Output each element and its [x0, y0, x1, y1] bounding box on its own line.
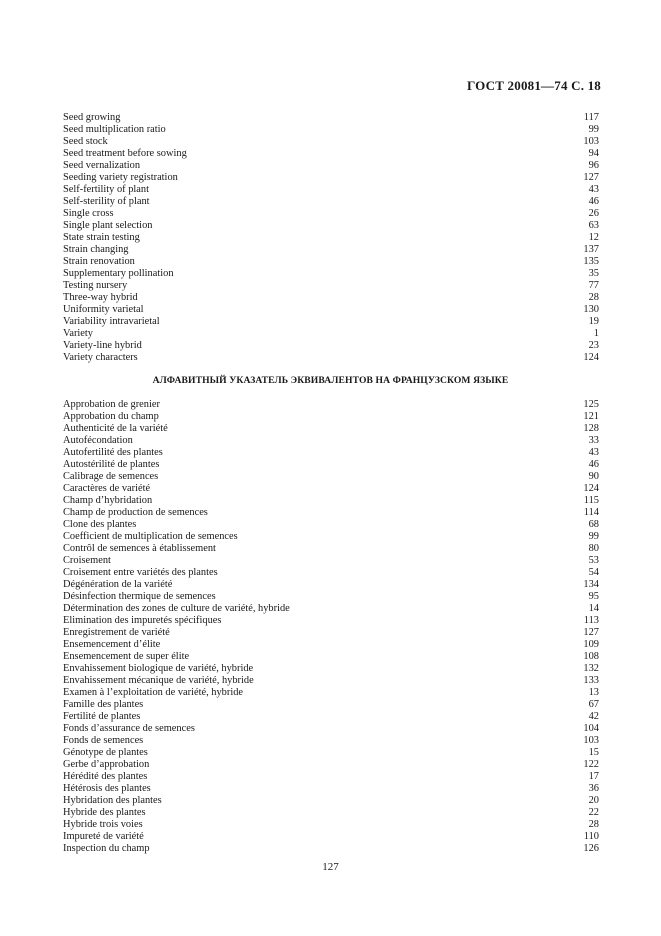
index-entry: [63, 831, 599, 843]
index-entry: [63, 483, 599, 495]
index-number: 68: [588, 519, 599, 530]
index-entry: [63, 196, 599, 208]
index-entry: [63, 579, 599, 591]
index-term: Self-fertility of plant: [63, 184, 149, 195]
index-term: Single cross: [63, 208, 114, 219]
index-number: 67: [588, 699, 599, 710]
index-entry: [63, 543, 599, 555]
index-entry: [63, 807, 599, 819]
index-number: 15: [588, 747, 599, 758]
index-entry: [63, 567, 599, 579]
index-term: Elimination des impuretés spécifiques: [63, 615, 222, 626]
index-number: 114: [583, 507, 599, 518]
french-index-list: [63, 399, 599, 855]
index-number: 53: [588, 555, 599, 566]
index-entry: [63, 148, 599, 160]
index-entry: [63, 507, 599, 519]
index-entry: [63, 555, 599, 567]
index-term: Impureté de variété: [63, 831, 144, 842]
index-number: 77: [588, 280, 599, 291]
index-term: Seeding variety registration: [63, 172, 178, 183]
index-number: 121: [583, 411, 599, 422]
index-number: 104: [583, 723, 599, 734]
index-entry: [63, 411, 599, 423]
english-index-list: [63, 112, 599, 364]
index-entry: [63, 651, 599, 663]
french-section-heading: АЛФАВИТНЫЙ УКАЗАТЕЛЬ ЭКВИВАЛЕНТОВ НА ФРАНЦУЗСКОМ ЯЗЫКЕ: [152, 375, 509, 386]
index-term: Ensemencement d’élite: [63, 639, 161, 650]
index-term: Génotype de plantes: [63, 747, 148, 758]
index-entry: [63, 328, 599, 340]
index-entry: [63, 268, 599, 280]
index-number: 13: [588, 687, 599, 698]
index-term: Inspection du champ: [63, 843, 150, 854]
index-number: 26: [588, 208, 599, 219]
index-number: 127: [583, 172, 599, 183]
index-number: 46: [588, 459, 599, 470]
index-entry: [63, 603, 599, 615]
index-term: Coefficient de multiplication de semences: [63, 531, 238, 542]
index-term: Dégénération de la variété: [63, 579, 173, 590]
index-term: Fertilité de plantes: [63, 711, 141, 722]
index-number: 117: [583, 112, 599, 123]
index-term: Calibrage de semences: [63, 471, 159, 482]
index-number: 19: [588, 316, 599, 327]
index-term: Variability intravarietal: [63, 316, 160, 327]
index-number: 12: [588, 232, 599, 243]
index-number: 42: [588, 711, 599, 722]
index-term: Strain changing: [63, 244, 129, 255]
index-number: 43: [588, 184, 599, 195]
index-term: Examen à l’exploitation de variété, hybride: [63, 687, 244, 698]
index-entry: [63, 316, 599, 328]
index-entry: [63, 495, 599, 507]
index-number: 99: [588, 124, 599, 135]
index-number: 23: [588, 340, 599, 351]
index-number: 127: [583, 627, 599, 638]
index-entry: [63, 340, 599, 352]
index-entry: [63, 447, 599, 459]
index-entry: [63, 112, 599, 124]
index-entry: [63, 747, 599, 759]
index-term: Champ d’hybridation: [63, 495, 153, 506]
index-number: 108: [583, 651, 599, 662]
index-number: 126: [583, 843, 599, 854]
index-number: 113: [583, 615, 599, 626]
index-term: Seed treatment before sowing: [63, 148, 187, 159]
index-number: 1: [593, 328, 599, 339]
index-number: 134: [583, 579, 599, 590]
index-entry: [63, 531, 599, 543]
index-term: State strain testing: [63, 232, 140, 243]
index-term: Three-way hybrid: [63, 292, 138, 303]
index-term: Contrôl de semences à établissement: [63, 543, 216, 554]
index-term: Self-sterility of plant: [63, 196, 150, 207]
index-number: 128: [583, 423, 599, 434]
index-entry: [63, 423, 599, 435]
index-term: Fonds de semences: [63, 735, 144, 746]
index-number: 80: [588, 543, 599, 554]
index-number: 135: [583, 256, 599, 267]
index-entry: [63, 723, 599, 735]
index-term: Variety-line hybrid: [63, 340, 142, 351]
index-entry: [63, 124, 599, 136]
index-number: 109: [583, 639, 599, 650]
index-number: 130: [583, 304, 599, 315]
index-term: Champ de production de semences: [63, 507, 208, 518]
index-number: 115: [583, 495, 599, 506]
index-term: Seed stock: [63, 136, 108, 147]
index-term: Fonds d’assurance de semences: [63, 723, 195, 734]
index-entry: [63, 795, 599, 807]
index-term: Désinfection thermique de semences: [63, 591, 216, 602]
index-term: Hybride des plantes: [63, 807, 146, 818]
index-entry: [63, 711, 599, 723]
index-number: 90: [588, 471, 599, 482]
index-term: Autostérilité de plantes: [63, 459, 160, 470]
index-entry: [63, 627, 599, 639]
index-number: 132: [583, 663, 599, 674]
index-number: 22: [588, 807, 599, 818]
index-number: 94: [588, 148, 599, 159]
index-number: 124: [583, 352, 599, 363]
index-entry: [63, 232, 599, 244]
index-term: Croisement: [63, 555, 111, 566]
index-term: Hérédité des plantes: [63, 771, 148, 782]
index-entry: [63, 160, 599, 172]
index-number: 63: [588, 220, 599, 231]
index-entry: [63, 184, 599, 196]
index-number: 96: [588, 160, 599, 171]
index-entry: [63, 292, 599, 304]
index-number: 20: [588, 795, 599, 806]
index-number: 133: [583, 675, 599, 686]
index-entry: [63, 280, 599, 292]
index-entry: [63, 304, 599, 316]
index-term: Strain renovation: [63, 256, 135, 267]
index-entry: [63, 208, 599, 220]
index-term: Détermination des zones de culture de variété, hybride: [63, 603, 290, 614]
index-entry: [63, 435, 599, 447]
index-entry: [63, 136, 599, 148]
index-entry: [63, 639, 599, 651]
index-term: Croisement entre variétés des plantes: [63, 567, 218, 578]
index-entry: [63, 352, 599, 364]
index-number: 99: [588, 531, 599, 542]
index-entry: [63, 399, 599, 411]
index-term: Clone des plantes: [63, 519, 137, 530]
index-term: Authenticité de la variété: [63, 423, 168, 434]
index-entry: [63, 771, 599, 783]
index-term: Uniformity varietal: [63, 304, 144, 315]
index-entry: [63, 759, 599, 771]
index-entry: [63, 459, 599, 471]
index-term: Hétérosis des plantes: [63, 783, 151, 794]
index-number: 137: [583, 244, 599, 255]
index-term: Ensemencement de super élite: [63, 651, 190, 662]
index-entry: [63, 519, 599, 531]
index-term: Testing nursery: [63, 280, 128, 291]
index-term: Approbation de grenier: [63, 399, 160, 410]
index-number: 95: [588, 591, 599, 602]
index-number: 110: [583, 831, 599, 842]
index-number: 46: [588, 196, 599, 207]
index-entry: [63, 687, 599, 699]
index-number: 17: [588, 771, 599, 782]
index-number: 103: [583, 136, 599, 147]
index-number: 103: [583, 735, 599, 746]
index-entry: [63, 783, 599, 795]
page-number: 127: [322, 861, 339, 873]
index-term: Variety characters: [63, 352, 138, 363]
index-number: 122: [583, 759, 599, 770]
index-entry: [63, 819, 599, 831]
index-term: Hybridation des plantes: [63, 795, 162, 806]
index-term: Enregistrement de variété: [63, 627, 170, 638]
index-entry: [63, 663, 599, 675]
index-number: 125: [583, 399, 599, 410]
index-term: Autofécondation: [63, 435, 133, 446]
document-header: ГОСТ 20081—74 С. 18: [467, 78, 601, 93]
index-number: 36: [588, 783, 599, 794]
index-term: Hybride trois voies: [63, 819, 143, 830]
index-term: Variety: [63, 328, 94, 339]
index-number: 43: [588, 447, 599, 458]
index-number: 14: [588, 603, 599, 614]
index-term: Seed growing: [63, 112, 121, 123]
index-term: Seed vernalization: [63, 160, 141, 171]
index-entry: [63, 471, 599, 483]
index-term: Single plant selection: [63, 220, 153, 231]
index-term: Seed multiplication ratio: [63, 124, 166, 135]
index-entry: [63, 220, 599, 232]
index-term: Caractères de variété: [63, 483, 151, 494]
index-term: Supplementary pollination: [63, 268, 174, 279]
index-term: Envahissement mécanique de variété, hybride: [63, 675, 254, 686]
index-entry: [63, 843, 599, 855]
index-entry: [63, 615, 599, 627]
index-term: Envahissement biologique de variété, hybride: [63, 663, 254, 674]
index-entry: [63, 675, 599, 687]
index-term: Approbation du champ: [63, 411, 159, 422]
index-entry: [63, 591, 599, 603]
index-term: Gerbe d’approbation: [63, 759, 150, 770]
index-number: 33: [588, 435, 599, 446]
index-entry: [63, 172, 599, 184]
index-number: 124: [583, 483, 599, 494]
index-term: Autofertilité des plantes: [63, 447, 163, 458]
index-entry: [63, 256, 599, 268]
index-number: 54: [588, 567, 599, 578]
index-term: Famille des plantes: [63, 699, 144, 710]
index-number: 35: [588, 268, 599, 279]
index-entry: [63, 244, 599, 256]
index-entry: [63, 699, 599, 711]
index-entry: [63, 735, 599, 747]
index-number: 28: [588, 819, 599, 830]
index-number: 28: [588, 292, 599, 303]
